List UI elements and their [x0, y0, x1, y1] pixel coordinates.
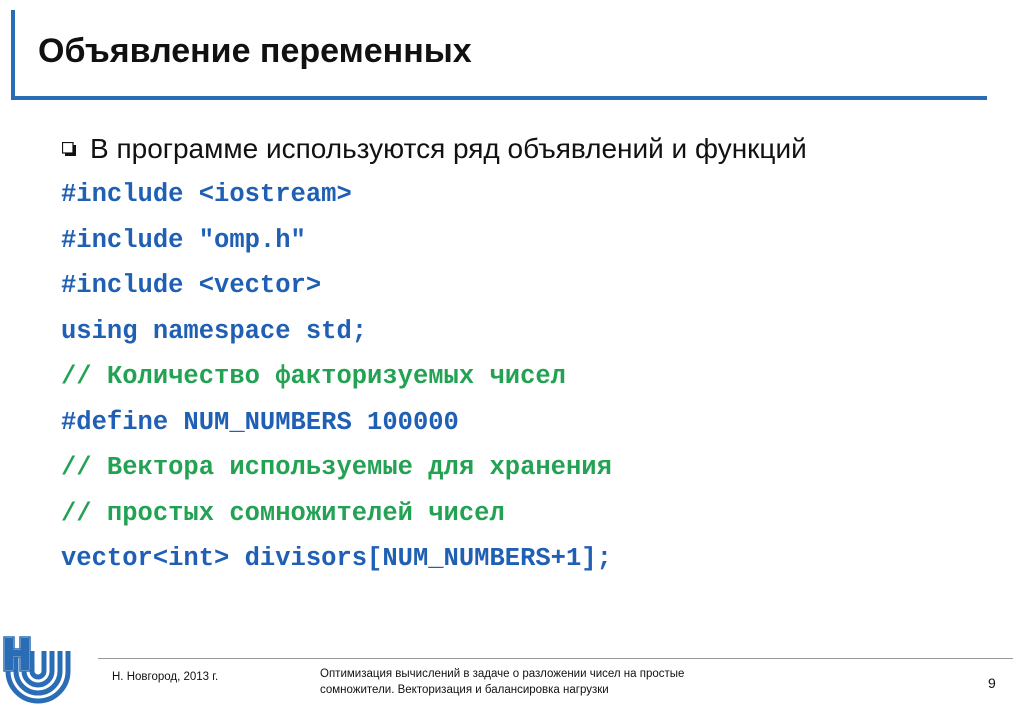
- bullet-item: [62, 131, 807, 167]
- title-accent-underline: [11, 96, 987, 100]
- title-accent-vertical-bar: [11, 10, 15, 100]
- code-comment-line: // Вектора используемые для хранения: [61, 453, 612, 482]
- code-line: #include <vector>: [61, 271, 322, 300]
- page-number: 9: [988, 675, 996, 691]
- university-logo: [2, 629, 74, 704]
- code-line: #include "omp.h": [61, 225, 306, 255]
- bullet-text: В программе используются ряд объявлений и функций: [90, 133, 807, 164]
- footer-divider: [98, 658, 1013, 659]
- code-line: #define NUM_NUMBERS 100000: [61, 407, 459, 437]
- footer-location-date: Н. Новгород, 2013 г.: [112, 671, 219, 683]
- slide-title: Объявление переменных: [38, 32, 472, 70]
- footer-course-title-line2: сомножители. Векторизация и балансировка нагрузки: [320, 684, 609, 696]
- code-block: [61, 172, 612, 582]
- code-line: using namespace std;: [61, 316, 368, 346]
- footer-course-title: [320, 666, 780, 698]
- hollow-square-bullet-icon: [62, 142, 76, 156]
- code-line: vector<int> divisors[NUM_NUMBERS+1];: [61, 544, 612, 573]
- code-comment-line: // Количество факторизуемых чисел: [61, 362, 566, 391]
- code-line: #include <iostream>: [61, 180, 352, 209]
- code-comment-line: // простых сомножителей чисел: [61, 498, 505, 528]
- footer-course-title-line1: Оптимизация вычислений в задаче о разложении чисел на простые: [320, 668, 685, 680]
